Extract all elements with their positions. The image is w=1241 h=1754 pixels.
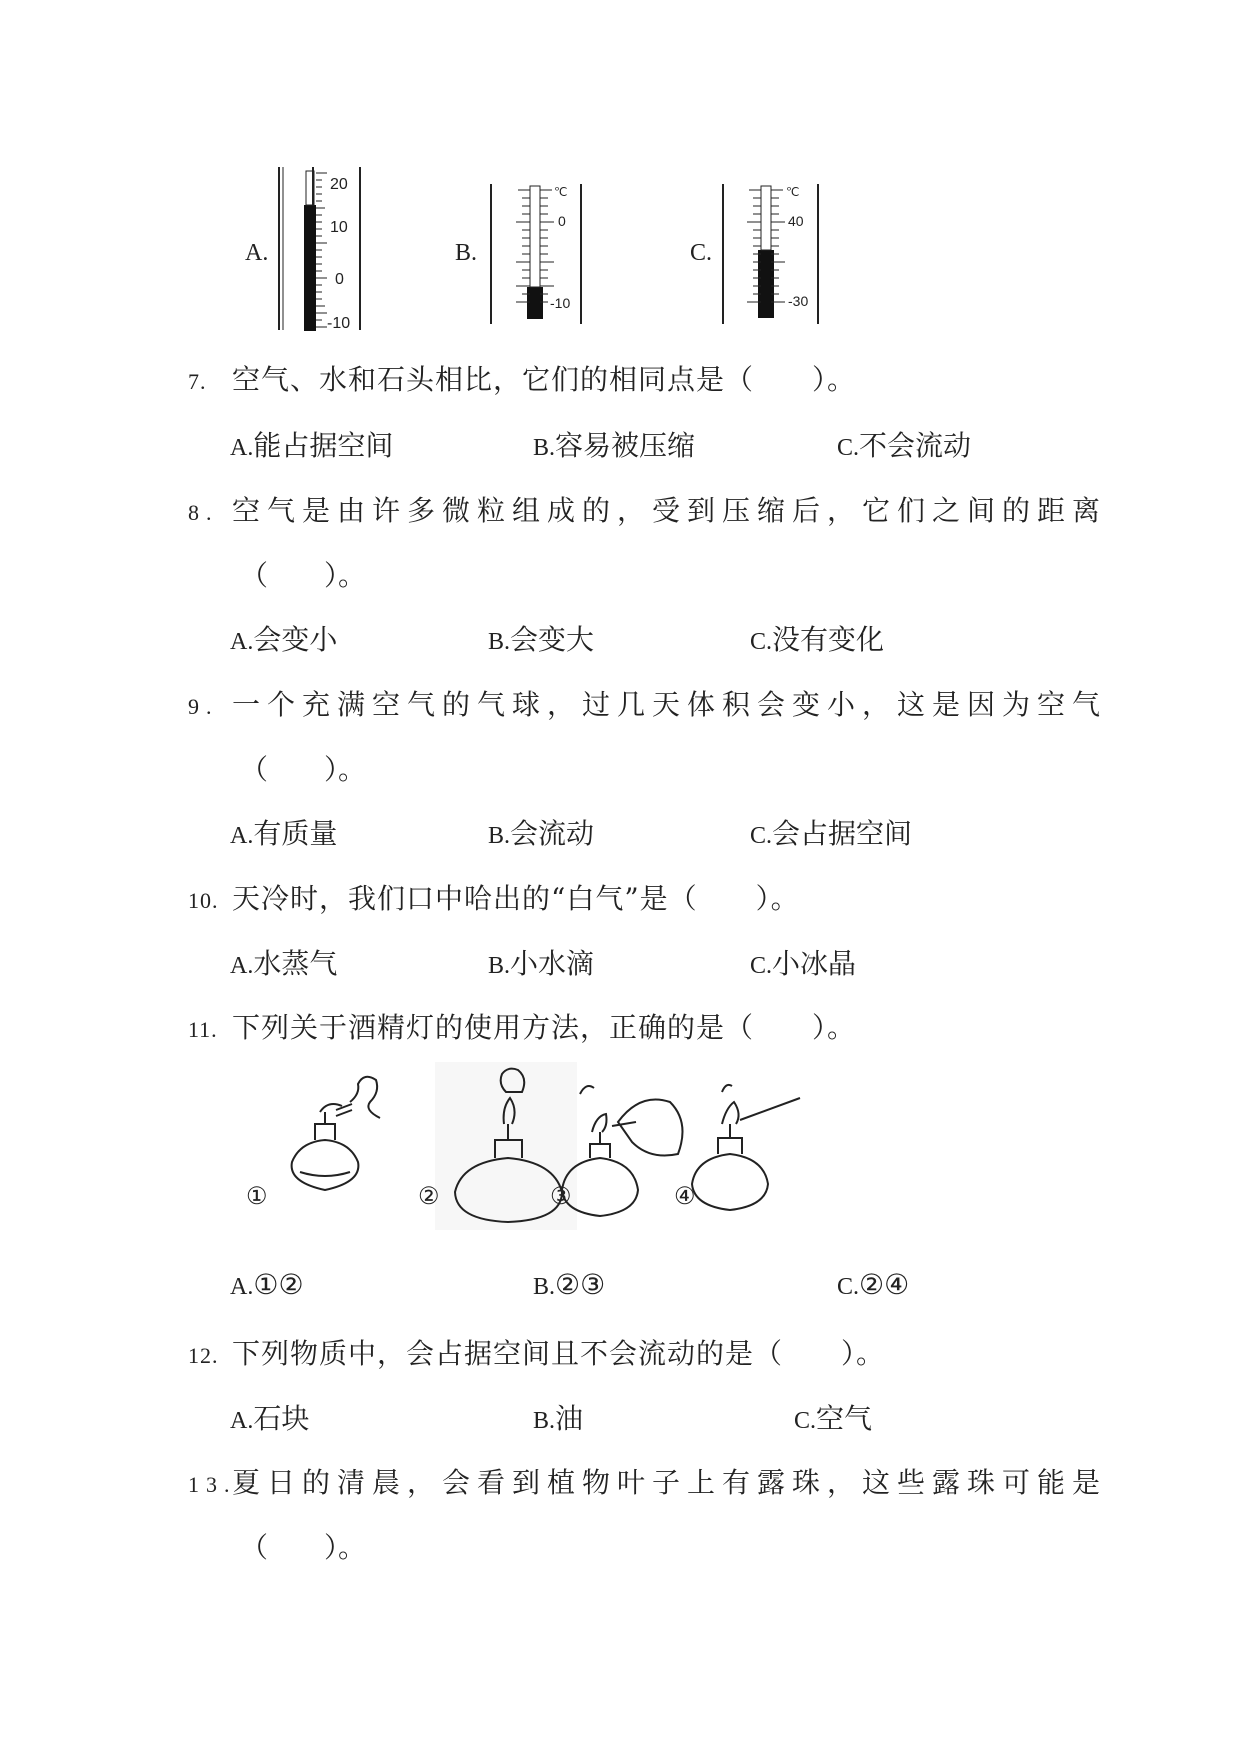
q10-option-a[interactable]: A.水蒸气 — [230, 947, 338, 980]
question-number: 11. — [188, 1017, 218, 1042]
question-text: 空气、水和石头相比，它们的相同点是（ ）。 — [232, 363, 857, 396]
question-11 — [188, 1006, 856, 1046]
q12-option-c[interactable]: C.空气 — [794, 1402, 873, 1435]
question-13 — [188, 1461, 1107, 1501]
thermometer-c-tick-30: -30 — [788, 293, 809, 309]
question-number: 9. — [188, 694, 219, 719]
q8-option-c[interactable]: C.没有变化 — [750, 623, 885, 656]
question-9 — [188, 683, 1107, 723]
q13-answer-blank[interactable]: （ ）。 — [240, 1531, 367, 1564]
q10-option-c[interactable]: C.小冰晶 — [750, 947, 857, 980]
thermometer-a-tick-minus10: -10 — [327, 315, 351, 332]
question-text: 下列物质中，会占据空间且不会流动的是（ ）。 — [232, 1337, 886, 1370]
question-12 — [188, 1332, 885, 1372]
lamp-2-label: ② — [418, 1183, 440, 1210]
thermometer-a-tick-10: 10 — [330, 219, 348, 236]
question-number: 8. — [188, 500, 219, 525]
thermometer-c-tick-40: 40 — [788, 213, 804, 229]
lamp-4-label: ④ — [674, 1183, 696, 1210]
thermometer-a-tick-20: 20 — [330, 176, 348, 193]
question-text: 夏日的清晨，会看到植物叶子上有露珠，这些露珠可能是 — [232, 1466, 1108, 1499]
q10-option-b[interactable]: B.小水滴 — [488, 947, 595, 980]
thermometer-b-tick-minus10: -10 — [550, 295, 571, 311]
question-number: 10. — [188, 888, 219, 913]
thermometer-b-figure — [488, 182, 593, 327]
q11-option-c[interactable]: C.②④ — [837, 1268, 910, 1301]
lamp-1-label: ① — [246, 1183, 268, 1210]
thermometer-c-unit: ℃ — [786, 185, 800, 199]
alcohol-lamp-figure — [240, 1062, 840, 1234]
question-number: 13. — [188, 1472, 237, 1497]
thermometer-b-label: B. — [455, 240, 478, 266]
question-number: 7. — [188, 369, 207, 394]
question-number: 12. — [188, 1343, 219, 1368]
thermometer-b-tick-0: 0 — [558, 213, 566, 229]
q8-answer-blank[interactable]: （ ）。 — [240, 559, 367, 592]
thermometer-c-label: C. — [690, 240, 713, 266]
q7-option-c[interactable]: C.不会流动 — [837, 429, 972, 462]
q12-option-b[interactable]: B.油 — [533, 1402, 584, 1435]
q11-option-a[interactable]: A.①② — [230, 1268, 304, 1301]
question-text: 天冷时，我们口中哈出的“白气”是（ ）。 — [232, 882, 800, 915]
lamp-3-label: ③ — [550, 1183, 572, 1210]
question-7 — [188, 358, 856, 398]
q9-option-b[interactable]: B.会流动 — [488, 817, 595, 850]
thermometer-a-tick-0: 0 — [335, 271, 344, 288]
question-10 — [188, 877, 800, 917]
lamp-3-tilted — [562, 1086, 683, 1216]
q9-option-a[interactable]: A.有质量 — [230, 817, 338, 850]
thermometer-b-unit: ℃ — [554, 185, 568, 199]
thermometer-a-label: A. — [245, 240, 269, 266]
q8-option-a[interactable]: A.会变小 — [230, 623, 338, 656]
question-text: 下列关于酒精灯的使用方法，正确的是（ ）。 — [232, 1011, 857, 1044]
lamp-1-blowing — [292, 1077, 380, 1190]
q9-option-c[interactable]: C.会占据空间 — [750, 817, 913, 850]
q7-option-b[interactable]: B.容易被压缩 — [533, 429, 696, 462]
q12-option-a[interactable]: A.石块 — [230, 1402, 310, 1435]
lamp-4-match — [692, 1085, 800, 1210]
question-8 — [188, 489, 1107, 529]
q9-answer-blank[interactable]: （ ）。 — [240, 753, 367, 786]
q11-option-b[interactable]: B.②③ — [533, 1268, 606, 1301]
thermometer-a-figure — [275, 165, 370, 333]
question-text: 空气是由许多微粒组成的，受到压缩后，它们之间的距离 — [232, 494, 1108, 527]
q8-option-b[interactable]: B.会变大 — [488, 623, 595, 656]
thermometer-c-figure — [720, 182, 830, 327]
q7-option-a[interactable]: A.能占据空间 — [230, 429, 394, 462]
question-text: 一个充满空气的气球，过几天体积会变小，这是因为空气 — [232, 688, 1108, 721]
